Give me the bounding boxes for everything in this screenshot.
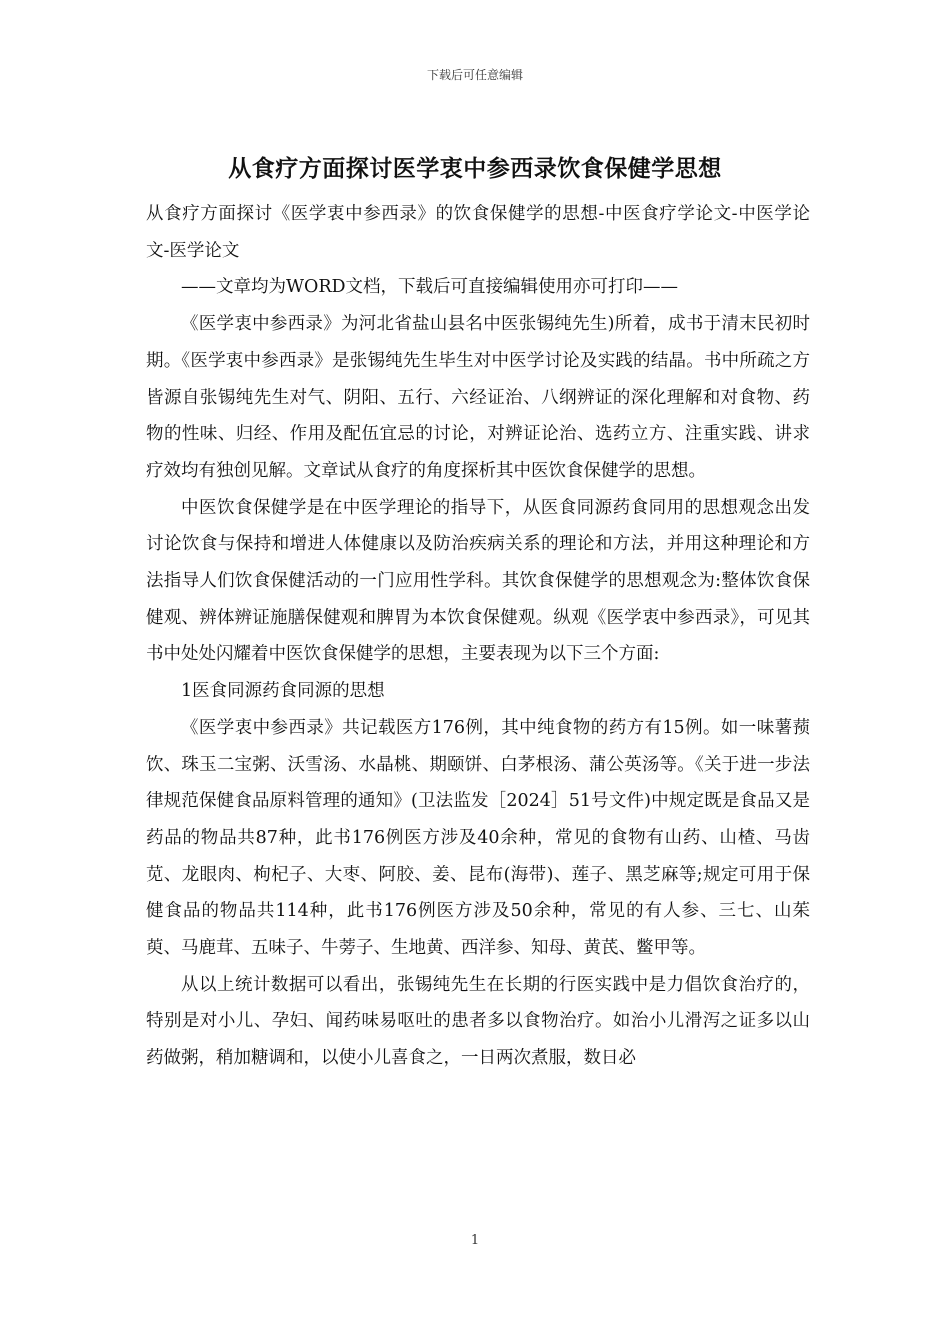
paragraph-intro: 《医学衷中参西录》为河北省盐山县名中医张锡纯先生)所着，成书于清末民初时期。《医学衷中参西录》是张锡纯先生毕生对中医学讨论及实践的结晶。书中所疏之方皆源自张锡纯先生对气、阴阳、五行、六经证治、八纲辨证的深化理解和对食物、药物的性味、归经、作用及配伍宜忌的讨论，对辨证论治、选药立方、注重实践、讲求疗效均有独创见解。文章试从食疗的角度探析其中医饮食保健学的思想。	[146, 314, 810, 481]
paragraph-analysis: 从以上统计数据可以看出，张锡纯先生在长期的行医实践中是力倡饮食治疗的，特别是对小儿、孕妇、闻药味易呕吐的患者多以食物治疗。如治小儿滑泻之证多以山药做粥，稍加糖调和，以使小儿喜食之，一日两次煮服，数日必	[146, 974, 810, 1069]
page-header-note: 下载后可任意编辑	[426, 68, 523, 82]
paragraph-subtitle: 从食疗方面探讨《医学衷中参西录》的饮食保健学的思想-中医食疗学论文-中医学论文-医学论文	[146, 204, 810, 261]
document-title: 从食疗方面探讨医学衷中参西录饮食保健学思想	[228, 156, 722, 182]
page-number: 1	[470, 1233, 480, 1248]
paragraph-notice: ——文章均为WORD文档，下载后可直接编辑使用亦可打印——	[181, 277, 679, 298]
document-body	[146, 196, 810, 1077]
paragraph-statistics: 《医学衷中参西录》共记载医方176例，其中纯食物的药方有15例。如一味薯蓣饮、珠玉二宝粥、沃雪汤、水晶桃、期颐饼、白茅根汤、蒲公英汤等。《关于进一步法律规范保健食品原料管理的通知》(卫法监发［2024］51号文件)中规定既是食品又是药品的物品共87种，此书176例医方涉及40余种，常见的食物有山药、山楂、马齿苋、龙眼肉、枸杞子、大枣、阿胶、姜、昆布(海带)、莲子、黑芝麻等;规定可用于保健食品的物品共114种，此书176例医方涉及50余种，常见的有人参、三七、山茱萸、马鹿茸、五味子、牛蒡子、生地黄、西洋参、知母、黄芪、鳖甲等。	[146, 717, 810, 959]
paragraph-definition: 中医饮食保健学是在中医学理论的指导下，从医食同源药食同用的思想观念出发讨论饮食与保持和增进人体健康以及防治疾病关系的理论和方法，并用这种理论和方法指导人们饮食保健活动的一门应用性学科。其饮食保健学的思想观念为:整体饮食保健观、辨体辨证施膳保健观和脾胃为本饮食保健观。纵观《医学衷中参西录》，可见其书中处处闪耀着中医饮食保健学的思想，主要表现为以下三个方面:	[146, 497, 810, 665]
section-heading: 1医食同源药食同源的思想	[181, 681, 385, 702]
